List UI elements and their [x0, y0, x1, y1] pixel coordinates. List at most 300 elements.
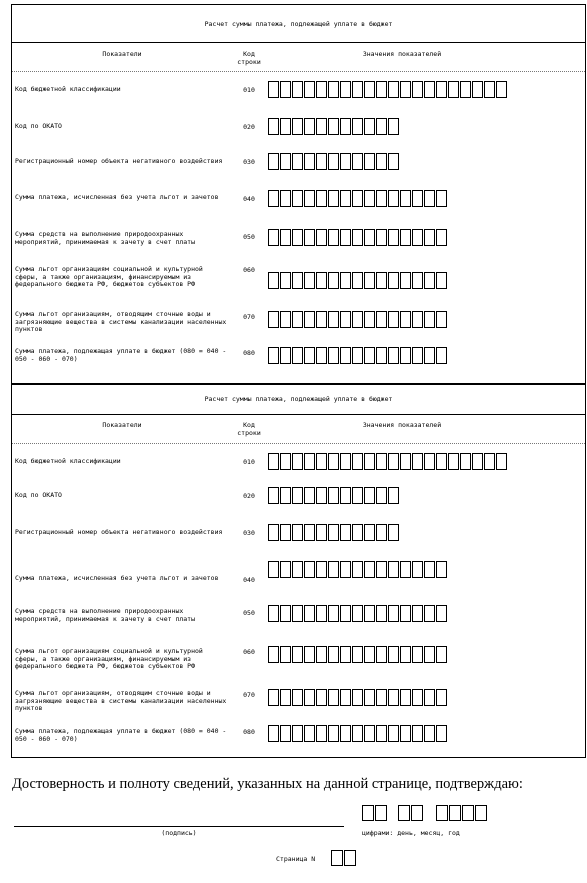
character-cell[interactable] — [340, 605, 351, 622]
col-code-header: Код строки — [237, 421, 261, 437]
character-cell[interactable] — [436, 311, 447, 328]
character-cell[interactable] — [280, 153, 291, 170]
character-cell[interactable] — [388, 81, 399, 98]
value-input-boxes[interactable] — [268, 347, 448, 364]
character-cell[interactable] — [376, 725, 387, 742]
character-cell[interactable] — [280, 487, 291, 504]
character-cell[interactable] — [424, 229, 435, 246]
character-cell[interactable] — [280, 689, 291, 706]
character-cell[interactable] — [436, 453, 447, 470]
character-cell[interactable] — [340, 347, 351, 364]
character-cell[interactable] — [376, 646, 387, 663]
character-cell[interactable] — [331, 850, 343, 866]
character-cell[interactable] — [436, 605, 447, 622]
character-cell[interactable] — [328, 646, 339, 663]
value-input-boxes[interactable] — [268, 190, 448, 207]
character-cell[interactable] — [436, 81, 447, 98]
character-cell[interactable] — [268, 725, 279, 742]
character-cell[interactable] — [376, 605, 387, 622]
row-label: Регистрационный номер объекта негативного воздействия — [15, 157, 223, 165]
character-cell[interactable] — [292, 153, 303, 170]
character-cell[interactable] — [316, 118, 327, 135]
character-cell[interactable] — [268, 561, 279, 578]
character-cell[interactable] — [352, 689, 363, 706]
character-cell[interactable] — [268, 646, 279, 663]
character-cell[interactable] — [328, 190, 339, 207]
character-cell[interactable] — [316, 311, 327, 328]
character-cell[interactable] — [412, 190, 423, 207]
character-cell[interactable] — [268, 118, 279, 135]
character-cell[interactable] — [364, 190, 375, 207]
character-cell[interactable] — [388, 689, 399, 706]
value-input-boxes[interactable] — [268, 561, 448, 578]
character-cell[interactable] — [292, 646, 303, 663]
character-cell[interactable] — [292, 725, 303, 742]
character-cell[interactable] — [280, 311, 291, 328]
row-code: 050 — [243, 233, 255, 241]
character-cell[interactable] — [304, 229, 315, 246]
value-input-boxes[interactable] — [268, 524, 400, 541]
character-cell[interactable] — [376, 229, 387, 246]
value-input-boxes[interactable] — [268, 725, 448, 742]
character-cell[interactable] — [472, 453, 483, 470]
row-code: 030 — [243, 158, 255, 166]
character-cell[interactable] — [412, 689, 423, 706]
date-year-boxes[interactable] — [436, 805, 488, 821]
character-cell[interactable] — [292, 311, 303, 328]
character-cell[interactable] — [280, 118, 291, 135]
character-cell[interactable] — [364, 605, 375, 622]
character-cell[interactable] — [304, 487, 315, 504]
character-cell[interactable] — [400, 311, 411, 328]
character-cell[interactable] — [424, 81, 435, 98]
character-cell[interactable] — [364, 689, 375, 706]
character-cell[interactable] — [352, 487, 363, 504]
character-cell[interactable] — [424, 646, 435, 663]
character-cell[interactable] — [424, 605, 435, 622]
character-cell[interactable] — [268, 689, 279, 706]
character-cell[interactable] — [280, 229, 291, 246]
row-label: Код бюджетной классификации — [15, 457, 121, 465]
character-cell[interactable] — [316, 725, 327, 742]
character-cell[interactable] — [304, 347, 315, 364]
character-cell[interactable] — [424, 561, 435, 578]
character-cell[interactable] — [376, 311, 387, 328]
col-code-header: Код строки — [237, 50, 261, 66]
character-cell[interactable] — [376, 153, 387, 170]
row-code: 030 — [243, 529, 255, 537]
character-cell[interactable] — [304, 153, 315, 170]
character-cell[interactable] — [304, 311, 315, 328]
character-cell[interactable] — [376, 524, 387, 541]
character-cell[interactable] — [424, 190, 435, 207]
character-cell[interactable] — [496, 453, 507, 470]
character-cell[interactable] — [304, 190, 315, 207]
character-cell[interactable] — [388, 453, 399, 470]
character-cell[interactable] — [340, 689, 351, 706]
col-values-header: Значения показателей — [362, 50, 442, 58]
value-input-boxes[interactable] — [268, 229, 448, 246]
payment-calculation-section-2 — [11, 384, 586, 758]
row-code: 040 — [243, 195, 255, 203]
character-cell[interactable] — [364, 153, 375, 170]
character-cell[interactable] — [316, 646, 327, 663]
row-code: 060 — [243, 648, 255, 656]
character-cell[interactable] — [400, 272, 411, 289]
character-cell[interactable] — [328, 453, 339, 470]
character-cell[interactable] — [304, 272, 315, 289]
character-cell[interactable] — [268, 272, 279, 289]
character-cell[interactable] — [436, 272, 447, 289]
character-cell[interactable] — [340, 229, 351, 246]
character-cell[interactable] — [268, 347, 279, 364]
character-cell[interactable] — [316, 190, 327, 207]
character-cell[interactable] — [340, 453, 351, 470]
character-cell[interactable] — [388, 347, 399, 364]
character-cell[interactable] — [328, 605, 339, 622]
character-cell[interactable] — [364, 81, 375, 98]
character-cell[interactable] — [398, 805, 410, 821]
character-cell[interactable] — [340, 81, 351, 98]
character-cell[interactable] — [424, 347, 435, 364]
character-cell[interactable] — [362, 805, 374, 821]
character-cell[interactable] — [352, 81, 363, 98]
character-cell[interactable] — [292, 347, 303, 364]
character-cell[interactable] — [436, 689, 447, 706]
character-cell[interactable] — [462, 805, 474, 821]
character-cell[interactable] — [388, 646, 399, 663]
character-cell[interactable] — [364, 347, 375, 364]
character-cell[interactable] — [364, 272, 375, 289]
character-cell[interactable] — [376, 453, 387, 470]
character-cell[interactable] — [340, 646, 351, 663]
character-cell[interactable] — [316, 524, 327, 541]
character-cell[interactable] — [364, 725, 375, 742]
character-cell[interactable] — [472, 81, 483, 98]
character-cell[interactable] — [280, 81, 291, 98]
character-cell[interactable] — [484, 81, 495, 98]
character-cell[interactable] — [400, 453, 411, 470]
character-cell[interactable] — [328, 347, 339, 364]
character-cell[interactable] — [280, 524, 291, 541]
character-cell[interactable] — [316, 487, 327, 504]
section-title: Расчет суммы платежа, подлежащей уплате в бюджет — [12, 385, 585, 415]
row-code: 020 — [243, 492, 255, 500]
character-cell[interactable] — [412, 81, 423, 98]
character-cell[interactable] — [412, 229, 423, 246]
value-input-boxes[interactable] — [268, 689, 448, 706]
character-cell[interactable] — [328, 487, 339, 504]
col-indicators-header: Показатели — [102, 50, 142, 58]
character-cell[interactable] — [304, 524, 315, 541]
character-cell[interactable] — [280, 453, 291, 470]
character-cell[interactable] — [448, 453, 459, 470]
character-cell[interactable] — [352, 605, 363, 622]
value-input-boxes[interactable] — [268, 153, 400, 170]
character-cell[interactable] — [316, 605, 327, 622]
character-cell[interactable] — [400, 347, 411, 364]
value-input-boxes[interactable] — [268, 487, 400, 504]
character-cell[interactable] — [352, 453, 363, 470]
character-cell[interactable] — [460, 81, 471, 98]
character-cell[interactable] — [292, 229, 303, 246]
character-cell[interactable] — [292, 689, 303, 706]
character-cell[interactable] — [352, 272, 363, 289]
character-cell[interactable] — [376, 487, 387, 504]
character-cell[interactable] — [424, 689, 435, 706]
character-cell[interactable] — [280, 272, 291, 289]
character-cell[interactable] — [352, 118, 363, 135]
character-cell[interactable] — [292, 561, 303, 578]
row-label: Код по ОКАТО — [15, 491, 62, 499]
value-input-boxes[interactable] — [268, 272, 448, 289]
character-cell[interactable] — [364, 524, 375, 541]
row-code: 010 — [243, 86, 255, 94]
character-cell[interactable] — [340, 561, 351, 578]
character-cell[interactable] — [388, 272, 399, 289]
character-cell[interactable] — [304, 118, 315, 135]
character-cell[interactable] — [268, 190, 279, 207]
character-cell[interactable] — [376, 190, 387, 207]
character-cell[interactable] — [376, 118, 387, 135]
character-cell[interactable] — [388, 605, 399, 622]
character-cell[interactable] — [280, 605, 291, 622]
character-cell[interactable] — [304, 725, 315, 742]
character-cell[interactable] — [400, 725, 411, 742]
row-label: Сумма платежа, подлежащая уплате в бюджет (080 = 040 - 050 - 060 - 070) — [15, 727, 227, 743]
character-cell[interactable] — [316, 81, 327, 98]
character-cell[interactable] — [292, 605, 303, 622]
character-cell[interactable] — [268, 487, 279, 504]
character-cell[interactable] — [316, 347, 327, 364]
character-cell[interactable] — [388, 153, 399, 170]
row-label: Регистрационный номер объекта негативного воздействия — [15, 528, 223, 536]
character-cell[interactable] — [364, 646, 375, 663]
character-cell[interactable] — [412, 347, 423, 364]
character-cell[interactable] — [292, 272, 303, 289]
character-cell[interactable] — [268, 453, 279, 470]
character-cell[interactable] — [412, 605, 423, 622]
character-cell[interactable] — [316, 153, 327, 170]
character-cell[interactable] — [424, 272, 435, 289]
character-cell[interactable] — [388, 190, 399, 207]
character-cell[interactable] — [340, 487, 351, 504]
character-cell[interactable] — [316, 561, 327, 578]
character-cell[interactable] — [304, 689, 315, 706]
character-cell[interactable] — [328, 153, 339, 170]
character-cell[interactable] — [268, 311, 279, 328]
character-cell[interactable] — [316, 272, 327, 289]
character-cell[interactable] — [352, 153, 363, 170]
character-cell[interactable] — [400, 561, 411, 578]
character-cell[interactable] — [448, 81, 459, 98]
row-label: Сумма средств на выполнение природоохранных мероприятий, принимаемая к зачету в счет платы — [15, 607, 196, 623]
character-cell[interactable] — [388, 524, 399, 541]
character-cell[interactable] — [292, 487, 303, 504]
character-cell[interactable] — [352, 646, 363, 663]
character-cell[interactable] — [412, 453, 423, 470]
row-code: 050 — [243, 609, 255, 617]
character-cell[interactable] — [388, 487, 399, 504]
character-cell[interactable] — [352, 347, 363, 364]
character-cell[interactable] — [316, 229, 327, 246]
character-cell[interactable] — [364, 561, 375, 578]
value-input-boxes[interactable] — [268, 605, 448, 622]
row-label: Сумма средств на выполнение природоохранных мероприятий, принимаемая к зачету в счет платы — [15, 230, 196, 246]
character-cell[interactable] — [460, 453, 471, 470]
character-cell[interactable] — [304, 646, 315, 663]
character-cell[interactable] — [496, 81, 507, 98]
col-values-header: Значения показателей — [362, 421, 442, 429]
character-cell[interactable] — [475, 805, 487, 821]
value-input-boxes[interactable] — [268, 311, 448, 328]
character-cell[interactable] — [268, 153, 279, 170]
character-cell[interactable] — [268, 81, 279, 98]
character-cell[interactable] — [340, 725, 351, 742]
character-cell[interactable] — [340, 190, 351, 207]
character-cell[interactable] — [304, 605, 315, 622]
signature-line[interactable] — [14, 826, 344, 827]
page-number-boxes[interactable] — [331, 850, 357, 866]
character-cell[interactable] — [340, 311, 351, 328]
character-cell[interactable] — [292, 190, 303, 207]
character-cell[interactable] — [376, 689, 387, 706]
character-cell[interactable] — [344, 850, 356, 866]
character-cell[interactable] — [364, 118, 375, 135]
row-label: Сумма платежа, исчисленная без учета льгот и зачетов — [15, 193, 219, 201]
character-cell[interactable] — [400, 81, 411, 98]
character-cell[interactable] — [412, 725, 423, 742]
character-cell[interactable] — [376, 81, 387, 98]
character-cell[interactable] — [412, 272, 423, 289]
character-cell[interactable] — [304, 81, 315, 98]
character-cell[interactable] — [328, 725, 339, 742]
character-cell[interactable] — [328, 524, 339, 541]
character-cell[interactable] — [412, 561, 423, 578]
character-cell[interactable] — [364, 487, 375, 504]
character-cell[interactable] — [376, 272, 387, 289]
character-cell[interactable] — [412, 311, 423, 328]
character-cell[interactable] — [292, 453, 303, 470]
character-cell[interactable] — [364, 453, 375, 470]
character-cell[interactable] — [436, 190, 447, 207]
character-cell[interactable] — [340, 118, 351, 135]
character-cell[interactable] — [292, 118, 303, 135]
character-cell[interactable] — [328, 272, 339, 289]
character-cell[interactable] — [328, 229, 339, 246]
character-cell[interactable] — [352, 725, 363, 742]
character-cell[interactable] — [280, 347, 291, 364]
character-cell[interactable] — [436, 229, 447, 246]
character-cell[interactable] — [375, 805, 387, 821]
row-label: Код бюджетной классификации — [15, 85, 121, 93]
row-code: 060 — [243, 266, 255, 274]
section-title: Расчет суммы платежа, подлежащей уплате в бюджет — [12, 5, 585, 43]
character-cell[interactable] — [436, 805, 448, 821]
character-cell[interactable] — [280, 561, 291, 578]
row-code: 040 — [243, 576, 255, 584]
character-cell[interactable] — [328, 311, 339, 328]
character-cell[interactable] — [411, 805, 423, 821]
character-cell[interactable] — [400, 605, 411, 622]
value-input-boxes[interactable] — [268, 118, 400, 135]
date-day-boxes[interactable] — [362, 805, 388, 821]
character-cell[interactable] — [388, 561, 399, 578]
character-cell[interactable] — [280, 646, 291, 663]
row-label: Сумма льгот организациям, отводящим сточные воды и загрязняющие вещества в системы канализации населенных пунктов — [15, 689, 227, 712]
character-cell[interactable] — [280, 725, 291, 742]
value-input-boxes[interactable] — [268, 81, 508, 98]
signature-caption: (подпись) — [161, 829, 197, 837]
character-cell[interactable] — [400, 229, 411, 246]
character-cell[interactable] — [352, 311, 363, 328]
character-cell[interactable] — [328, 689, 339, 706]
character-cell[interactable] — [388, 118, 399, 135]
row-label: Сумма платежа, подлежащая уплате в бюджет (080 = 040 - 050 - 060 - 070) — [15, 347, 227, 363]
col-indicators-header: Показатели — [102, 421, 142, 429]
character-cell[interactable] — [292, 81, 303, 98]
character-cell[interactable] — [316, 689, 327, 706]
character-cell[interactable] — [436, 646, 447, 663]
character-cell[interactable] — [400, 646, 411, 663]
character-cell[interactable] — [316, 453, 327, 470]
character-cell[interactable] — [449, 805, 461, 821]
character-cell[interactable] — [340, 524, 351, 541]
character-cell[interactable] — [328, 81, 339, 98]
character-cell[interactable] — [424, 725, 435, 742]
character-cell[interactable] — [400, 190, 411, 207]
payment-calculation-section-1 — [11, 4, 586, 384]
character-cell[interactable] — [352, 229, 363, 246]
character-cell[interactable] — [376, 561, 387, 578]
confirmation-statement: Достоверность и полноту сведений, указанных на данной странице, подтверждаю: — [12, 776, 523, 792]
character-cell[interactable] — [280, 190, 291, 207]
character-cell[interactable] — [268, 524, 279, 541]
character-cell[interactable] — [412, 646, 423, 663]
character-cell[interactable] — [292, 524, 303, 541]
character-cell[interactable] — [388, 311, 399, 328]
header-separator — [12, 443, 585, 444]
character-cell[interactable] — [436, 725, 447, 742]
character-cell[interactable] — [340, 272, 351, 289]
date-month-boxes[interactable] — [398, 805, 424, 821]
character-cell[interactable] — [364, 229, 375, 246]
character-cell[interactable] — [388, 725, 399, 742]
character-cell[interactable] — [436, 347, 447, 364]
row-code: 070 — [243, 691, 255, 699]
value-input-boxes[interactable] — [268, 646, 448, 663]
character-cell[interactable] — [388, 229, 399, 246]
character-cell[interactable] — [364, 311, 375, 328]
character-cell[interactable] — [328, 118, 339, 135]
character-cell[interactable] — [352, 561, 363, 578]
character-cell[interactable] — [352, 524, 363, 541]
character-cell[interactable] — [304, 453, 315, 470]
character-cell[interactable] — [352, 190, 363, 207]
character-cell[interactable] — [328, 561, 339, 578]
character-cell[interactable] — [484, 453, 495, 470]
character-cell[interactable] — [400, 689, 411, 706]
character-cell[interactable] — [340, 153, 351, 170]
character-cell[interactable] — [376, 347, 387, 364]
character-cell[interactable] — [304, 561, 315, 578]
value-input-boxes[interactable] — [268, 453, 508, 470]
character-cell[interactable] — [268, 605, 279, 622]
character-cell[interactable] — [436, 561, 447, 578]
character-cell[interactable] — [268, 229, 279, 246]
character-cell[interactable] — [424, 453, 435, 470]
character-cell[interactable] — [424, 311, 435, 328]
